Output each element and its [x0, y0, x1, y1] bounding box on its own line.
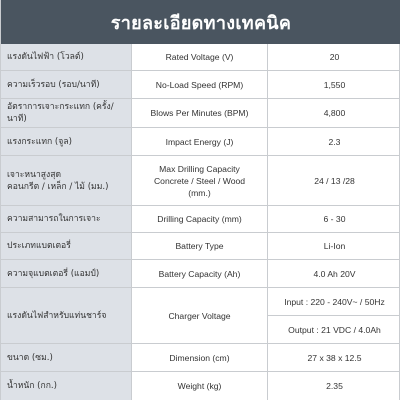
spec-label-en: Weight (kg): [132, 372, 268, 400]
spec-label-en: Blows Per Minutes (BPM): [132, 99, 268, 127]
spec-value: 2.35: [326, 381, 343, 391]
spec-row-battery-type: [1, 233, 400, 260]
spec-header-banner: [1, 0, 400, 44]
spec-value: 2.3: [328, 136, 341, 147]
spec-label-en: No-Load Speed (RPM): [132, 71, 268, 98]
spec-label-en: Charger Voltage: [132, 288, 268, 343]
spec-value: 4,800: [323, 108, 346, 118]
spec-label-th: ประเภทแบตเตอรี่: [1, 233, 132, 259]
spec-label-en: Dimension (cm): [132, 344, 268, 371]
spec-row-charger-voltage: [1, 288, 400, 344]
spec-label-th: ความเร็วรอบ (รอบ/นาที): [1, 71, 132, 98]
spec-label-th: น้ำหนัก (กก.): [1, 372, 132, 400]
spec-row-rated-voltage: [1, 44, 400, 71]
spec-label-th: เจาะหนาสูงสุด คอนกรีต / เหล็ก / ไม้ (มม.): [1, 156, 132, 205]
spec-label-th: อัตราการเจาะกระแทก (ครั้ง/นาที): [1, 99, 132, 127]
spec-label-en: Max Drilling Capacity Concrete / Steel / Wood (mm.): [132, 156, 268, 205]
spec-value: 20: [329, 52, 340, 62]
spec-row-blows-per-minute: [1, 99, 400, 128]
spec-row-battery-capacity: [1, 260, 400, 288]
spec-row-dimension: [1, 344, 400, 372]
spec-label-th: แรงกระแทก (จูล): [1, 128, 132, 155]
spec-label-th: ขนาด (ซม.): [1, 344, 132, 371]
spec-value: 1,550: [323, 79, 346, 90]
spec-title: รายละเอียดทางเทคนิค: [110, 12, 292, 34]
spec-label-th: ความจุแบตเตอรี่ (แอมป์): [1, 260, 132, 287]
charger-output-value: Output : 21 VDC / 4.0Ah: [288, 324, 381, 335]
spec-value: 27 x 38 x 12.5: [307, 352, 362, 363]
spec-value-group: [268, 288, 400, 343]
spec-row-impact-energy: [1, 128, 400, 156]
spec-label-th: แรงดันไฟสำหรับแท่นชาร์จ: [1, 288, 132, 343]
spec-row-drilling-capacity: [1, 206, 400, 233]
spec-value: 4.0 Ah 20V: [313, 268, 356, 279]
spec-label-en: Battery Capacity (Ah): [132, 260, 268, 287]
spec-row-weight: [1, 372, 400, 400]
spec-label-th: แรงดันไฟฟ้า (โวลต์): [1, 44, 132, 70]
spec-label-en: Drilling Capacity (mm): [132, 206, 268, 232]
charger-input-value: Input : 220 - 240V~ / 50Hz: [268, 288, 400, 316]
spec-label-en: Battery Type: [132, 233, 268, 259]
spec-label-th: ความสามารถในการเจาะ: [1, 206, 132, 232]
spec-value: 6 - 30: [323, 214, 346, 224]
spec-label-en: Rated Voltage (V): [132, 44, 268, 70]
spec-value: Li-Ion: [323, 241, 346, 251]
spec-row-max-drilling-capacity: [1, 156, 400, 206]
spec-value: 24 / 13 /28: [314, 175, 355, 186]
spec-label-en: Impact Energy (J): [132, 128, 268, 155]
spec-row-no-load-speed: [1, 71, 400, 99]
